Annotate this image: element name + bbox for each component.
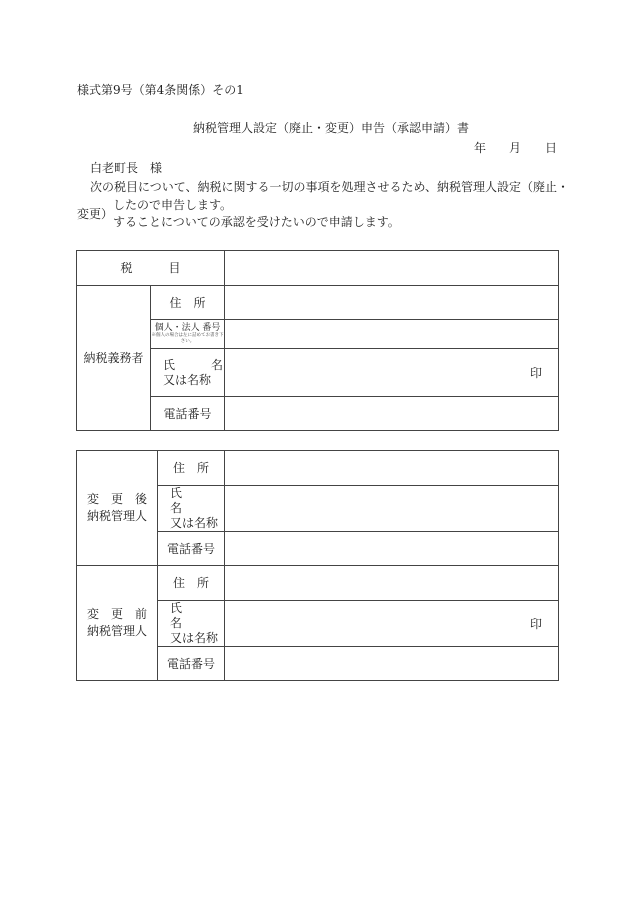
- taxpayer-label: 納税義務者: [77, 286, 151, 431]
- taxpayer-address-input[interactable]: [225, 286, 559, 320]
- date-day: 日: [545, 141, 558, 155]
- name-label-char-2: 名: [211, 357, 224, 372]
- date-year: 年: [474, 141, 487, 155]
- before-address-label: 住 所: [158, 566, 225, 601]
- before-name-input[interactable]: [225, 601, 559, 647]
- taxpayer-phone-label: 電話番号: [151, 397, 225, 431]
- after-address-input[interactable]: [225, 451, 559, 486]
- body-side-text: 変更）: [77, 207, 114, 221]
- seal-mark: 印: [529, 616, 542, 631]
- name-label-char-1: 氏: [170, 601, 183, 615]
- body-option-declare: したので申告します。: [113, 198, 233, 212]
- after-admin-label-1: 変 更 後: [86, 492, 147, 506]
- name-label-alt: 又は名称: [170, 516, 219, 530]
- before-address-input[interactable]: [225, 566, 559, 601]
- form-number: 様式第9号（第4条関係）その1: [77, 83, 244, 97]
- after-name-input[interactable]: [225, 486, 559, 532]
- body-line-1: 次の税目について、納税に関する一切の事項を処理させるため、納税管理人設定（廃止・: [90, 180, 570, 194]
- taxpayer-name-label: [151, 349, 225, 397]
- before-phone-label: 電話番号: [158, 647, 225, 681]
- addressee: 白老町長 様: [90, 161, 163, 175]
- date-month: 月: [509, 141, 522, 155]
- before-name-label: [158, 601, 225, 647]
- name-label-alt: 又は名称: [163, 372, 212, 387]
- taxpayer-address-label: 住 所: [151, 286, 225, 320]
- name-label-char-2: 名: [170, 501, 183, 515]
- form-title: 納税管理人設定（廃止・変更）申告（承認申請）書: [193, 121, 470, 135]
- mynumber-note: ※個人の場合は左に詰めてお書き下さい。: [151, 332, 224, 344]
- after-phone-input[interactable]: [225, 532, 559, 566]
- after-phone-label: 電話番号: [158, 532, 225, 566]
- taxpayer-name-input[interactable]: [225, 349, 559, 397]
- tax-item-label: 税 目: [77, 251, 225, 286]
- mynumber-input[interactable]: [225, 320, 559, 349]
- taxpayer-phone-input[interactable]: [225, 397, 559, 431]
- before-phone-input[interactable]: [225, 647, 559, 681]
- mynumber-label-cell: [151, 320, 225, 349]
- taxpayer-table: [76, 250, 559, 431]
- name-label-char-2: 名: [170, 616, 183, 630]
- tax-item-input[interactable]: [225, 251, 559, 286]
- seal-mark: 印: [530, 365, 543, 380]
- body-option-apply: することについての承認を受けたいので申請します。: [113, 215, 400, 229]
- mynumber-label: 個人・法人 番号: [154, 322, 221, 333]
- administrator-table: [76, 450, 559, 681]
- after-name-label: [158, 486, 225, 532]
- name-label-char-1: 氏: [170, 486, 183, 500]
- before-admin-label: [77, 566, 158, 681]
- after-admin-label: [77, 451, 158, 566]
- after-admin-label-2: 納税管理人: [86, 509, 147, 523]
- name-label-alt: 又は名称: [170, 631, 219, 645]
- name-label-char-1: 氏: [163, 357, 176, 372]
- before-admin-label-1: 変 更 前: [86, 607, 147, 621]
- before-admin-label-2: 納税管理人: [86, 624, 147, 638]
- after-address-label: 住 所: [158, 451, 225, 486]
